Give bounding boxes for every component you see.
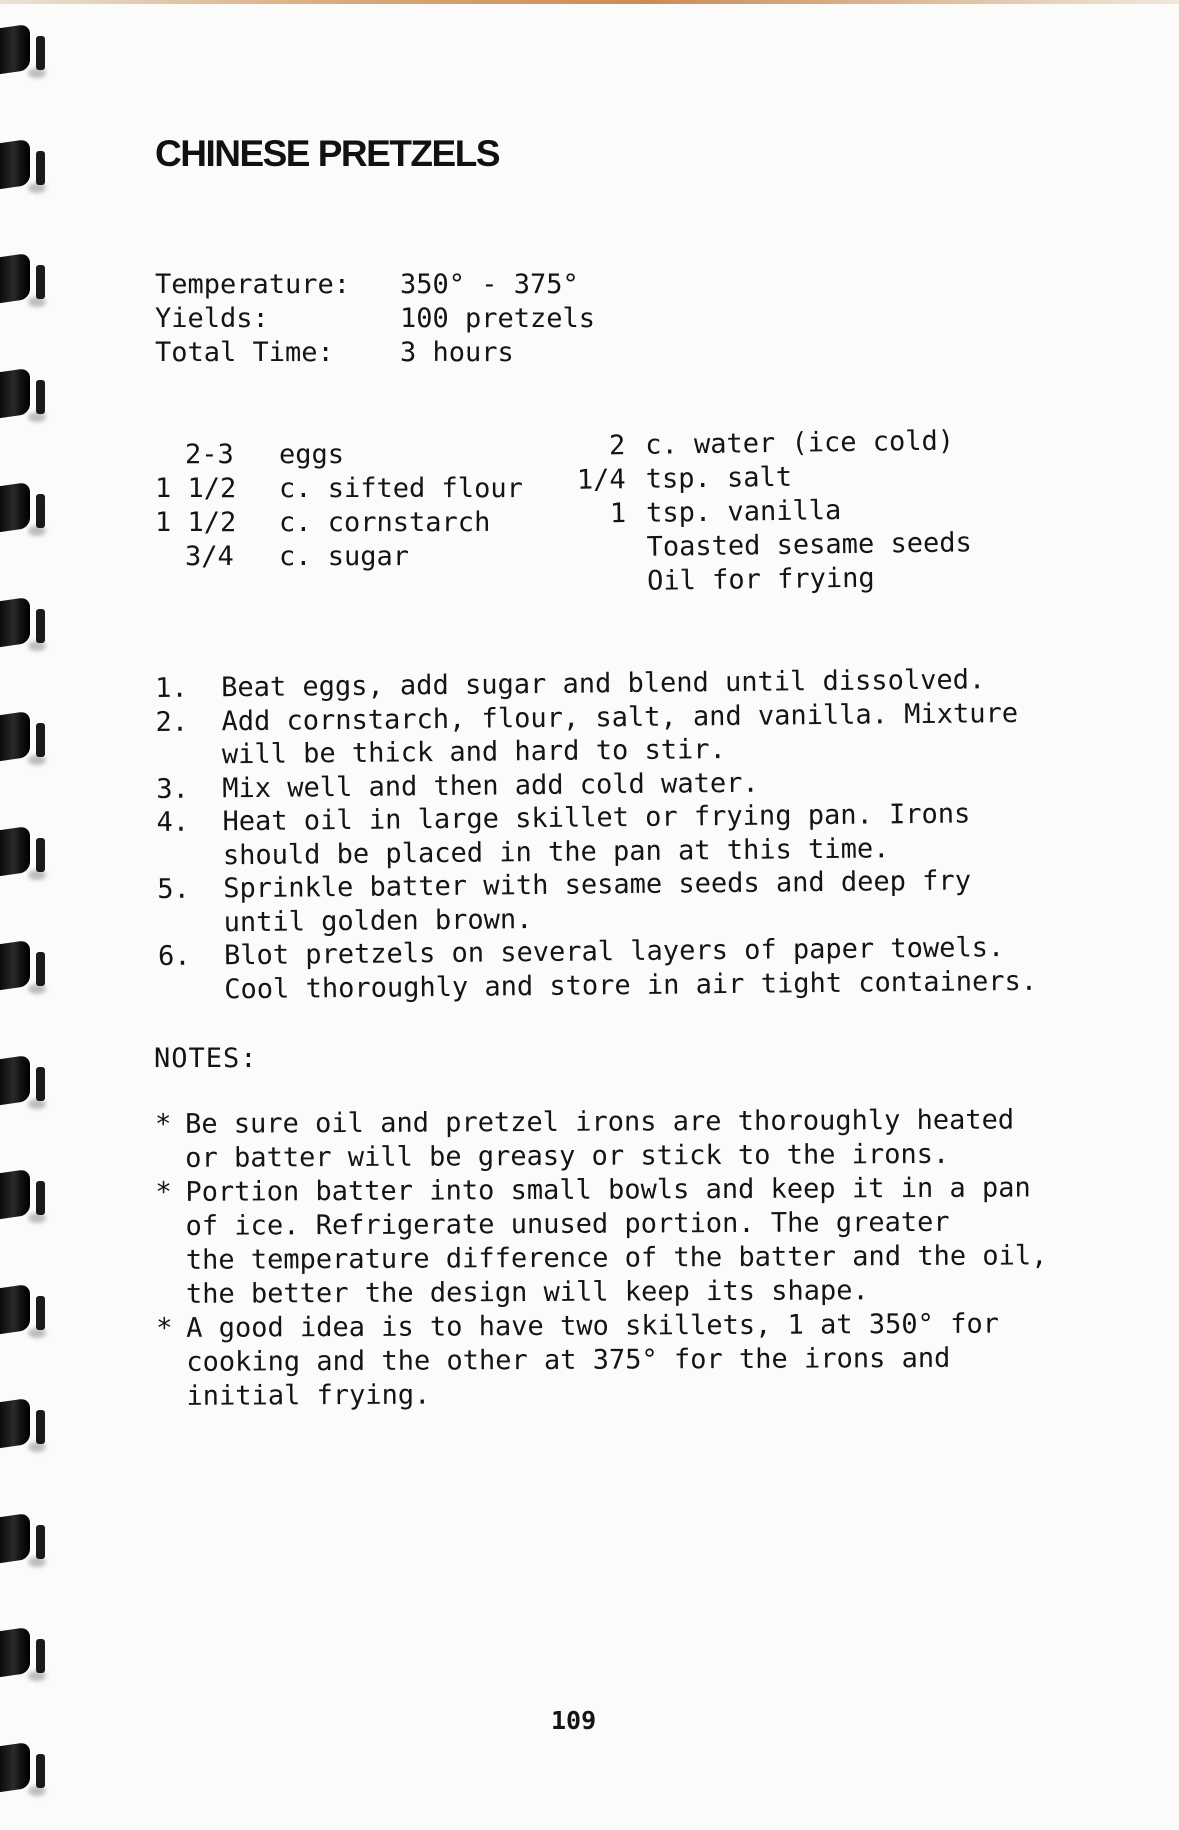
binding-coil bbox=[0, 705, 42, 767]
note-text: A good idea is to have two skillets, 1 at 350° for cooking and the other at 375° for the irons and initial frying. bbox=[186, 1308, 1000, 1412]
step-text: Sprinkle batter with sesame seeds and deep fry until golden brown. bbox=[223, 865, 972, 938]
ingredient-name: Oil for frying bbox=[646, 562, 875, 597]
info-value: 100 pretzels bbox=[400, 303, 596, 334]
punch-hole bbox=[36, 609, 45, 643]
info-row-temperature bbox=[155, 268, 595, 302]
step-number: 2. bbox=[155, 706, 189, 738]
punch-hole bbox=[36, 151, 45, 185]
punch-hole bbox=[36, 380, 45, 414]
coil-wire bbox=[0, 1169, 30, 1219]
punch-hole bbox=[36, 1639, 45, 1673]
ingredient-qty: 3/4 bbox=[185, 541, 234, 572]
step-text: Mix well and then add cold water. bbox=[222, 767, 759, 804]
ingredients-right-column bbox=[560, 424, 972, 600]
note-text: Be sure oil and pretzel irons are thoroughly heated or batter will be greasy or stick to the irons. bbox=[185, 1104, 1015, 1174]
binding-coil bbox=[0, 1163, 42, 1225]
coil-shadow bbox=[28, 68, 46, 78]
step-item bbox=[158, 931, 1059, 1007]
ingredient-qty bbox=[561, 531, 646, 566]
punch-hole bbox=[36, 1296, 45, 1330]
info-row-yields bbox=[155, 302, 595, 336]
coil-shadow bbox=[28, 1786, 46, 1796]
binding-coil bbox=[0, 934, 42, 996]
binding-coil bbox=[0, 591, 42, 653]
binding-coil bbox=[0, 476, 42, 538]
ingredient-qty: 1 1/2 bbox=[155, 507, 237, 538]
punch-hole bbox=[36, 36, 45, 70]
note-marker: * bbox=[155, 1108, 172, 1140]
step-text: Beat eggs, add sugar and blend until dissolved. bbox=[221, 664, 986, 704]
punch-hole bbox=[36, 1525, 45, 1559]
binding-coil bbox=[0, 247, 42, 309]
punch-hole bbox=[36, 1181, 45, 1215]
coil-wire bbox=[0, 940, 30, 990]
punch-hole bbox=[36, 1754, 45, 1788]
ingredient-qty bbox=[562, 565, 647, 600]
binding-coil bbox=[0, 1736, 42, 1798]
coil-shadow bbox=[28, 1671, 46, 1681]
recipe-title: CHINESE PRETZELS bbox=[155, 133, 499, 174]
ingredient-name: tsp. vanilla bbox=[645, 495, 842, 529]
coil-wire bbox=[0, 1741, 30, 1791]
ingredient-qty: 2 bbox=[608, 430, 626, 462]
notes-heading: NOTES: bbox=[154, 1043, 258, 1074]
step-number: 6. bbox=[157, 940, 191, 972]
coil-shadow bbox=[28, 755, 46, 765]
coil-shadow bbox=[28, 1213, 46, 1223]
coil-wire bbox=[0, 1398, 30, 1448]
step-number: 4. bbox=[156, 806, 190, 838]
coil-shadow bbox=[28, 1557, 46, 1567]
step-item bbox=[156, 797, 1057, 873]
binding-coil bbox=[0, 133, 42, 195]
coil-shadow bbox=[28, 984, 46, 994]
ingredient-item bbox=[155, 472, 523, 506]
coil-shadow bbox=[28, 1099, 46, 1109]
ingredient-item bbox=[561, 492, 972, 532]
binding-coil bbox=[0, 1049, 42, 1111]
step-item bbox=[155, 696, 1056, 772]
ingredient-name: eggs bbox=[279, 439, 345, 470]
ingredient-name: Toasted sesame seeds bbox=[646, 527, 972, 563]
punch-hole bbox=[36, 494, 45, 528]
ingredient-name: c. sifted flour bbox=[279, 473, 523, 504]
coil-wire bbox=[0, 596, 30, 646]
info-label: Total Time: bbox=[155, 337, 334, 368]
coil-shadow bbox=[28, 412, 46, 422]
coil-shadow bbox=[28, 297, 46, 307]
punch-hole bbox=[36, 1067, 45, 1101]
note-item bbox=[155, 1171, 1056, 1312]
step-number: 1. bbox=[155, 672, 188, 704]
ingredient-name: tsp. salt bbox=[645, 461, 793, 495]
ingredient-qty: 1/4 bbox=[576, 464, 626, 496]
ingredients-left-column bbox=[155, 438, 523, 574]
step-number: 5. bbox=[157, 873, 190, 905]
ingredient-name: c. sugar bbox=[279, 541, 410, 572]
step-number: 3. bbox=[156, 773, 189, 805]
step-text: Blot pretzels on several layers of paper towels. Cool thoroughly and store in air tight containers. bbox=[223, 932, 1038, 1005]
binding-coil bbox=[0, 1278, 42, 1340]
punch-hole bbox=[36, 1410, 45, 1444]
ingredient-item bbox=[155, 438, 523, 472]
binding-coil bbox=[0, 820, 42, 882]
info-row-total-time bbox=[155, 336, 595, 370]
coil-wire bbox=[0, 1283, 30, 1333]
page-number: 109 bbox=[551, 1706, 597, 1735]
recipe-info bbox=[155, 268, 595, 370]
coil-wire bbox=[0, 253, 30, 303]
page-top-edge bbox=[0, 0, 1179, 4]
binding-coil bbox=[0, 18, 42, 80]
coil-wire bbox=[0, 367, 30, 417]
coil-wire bbox=[0, 1512, 30, 1562]
coil-wire bbox=[0, 711, 30, 761]
binding-coil bbox=[0, 1621, 42, 1683]
coil-wire bbox=[0, 1054, 30, 1104]
punch-hole bbox=[36, 723, 45, 757]
info-value: 350° - 375° bbox=[400, 269, 579, 300]
coil-shadow bbox=[28, 1442, 46, 1452]
note-marker: * bbox=[156, 1312, 173, 1344]
spiral-binding bbox=[0, 0, 50, 1830]
ingredient-item bbox=[560, 424, 971, 464]
coil-shadow bbox=[28, 183, 46, 193]
ingredient-qty: 1 bbox=[609, 498, 627, 530]
ingredient-item bbox=[155, 540, 523, 574]
ingredient-name: c. cornstarch bbox=[279, 507, 491, 538]
coil-wire bbox=[0, 1627, 30, 1677]
coil-wire bbox=[0, 825, 30, 875]
step-text: Heat oil in large skillet or frying pan. Irons should be placed in the pan at this time. bbox=[222, 798, 971, 871]
coil-wire bbox=[0, 24, 30, 74]
step-item bbox=[157, 864, 1058, 940]
coil-shadow bbox=[28, 526, 46, 536]
info-value: 3 hours bbox=[400, 337, 514, 368]
info-label: Temperature: bbox=[155, 269, 351, 300]
binding-coil bbox=[0, 1392, 42, 1454]
coil-shadow bbox=[28, 870, 46, 880]
coil-shadow bbox=[28, 1328, 46, 1338]
ingredient-item bbox=[561, 526, 972, 566]
coil-shadow bbox=[28, 641, 46, 651]
ingredient-item bbox=[562, 560, 973, 600]
notes-list bbox=[155, 1103, 1057, 1414]
ingredient-item bbox=[560, 458, 971, 498]
coil-wire bbox=[0, 138, 30, 188]
ingredient-item bbox=[155, 506, 523, 540]
coil-wire bbox=[0, 482, 30, 532]
ingredient-qty: 1 1/2 bbox=[155, 473, 237, 504]
punch-hole bbox=[36, 265, 45, 299]
binding-coil bbox=[0, 1507, 42, 1569]
step-text: Add cornstarch, flour, salt, and vanilla. Mixture will be thick and hard to stir. bbox=[221, 697, 1019, 771]
punch-hole bbox=[36, 838, 45, 872]
ingredient-qty: 2-3 bbox=[185, 439, 234, 470]
instruction-steps bbox=[155, 663, 1058, 1007]
note-text: Portion batter into small bowls and keep it in a pan of ice. Refrigerate unused portion. The greater the temperature difference of the batter and the oil, the better the design will keep its shape. bbox=[185, 1172, 1048, 1310]
note-item bbox=[155, 1103, 1055, 1176]
note-marker: * bbox=[155, 1176, 172, 1208]
info-label: Yields: bbox=[155, 303, 269, 334]
ingredient-name: c. water (ice cold) bbox=[645, 425, 955, 461]
punch-hole bbox=[36, 952, 45, 986]
note-item bbox=[156, 1307, 1057, 1414]
binding-coil bbox=[0, 362, 42, 424]
